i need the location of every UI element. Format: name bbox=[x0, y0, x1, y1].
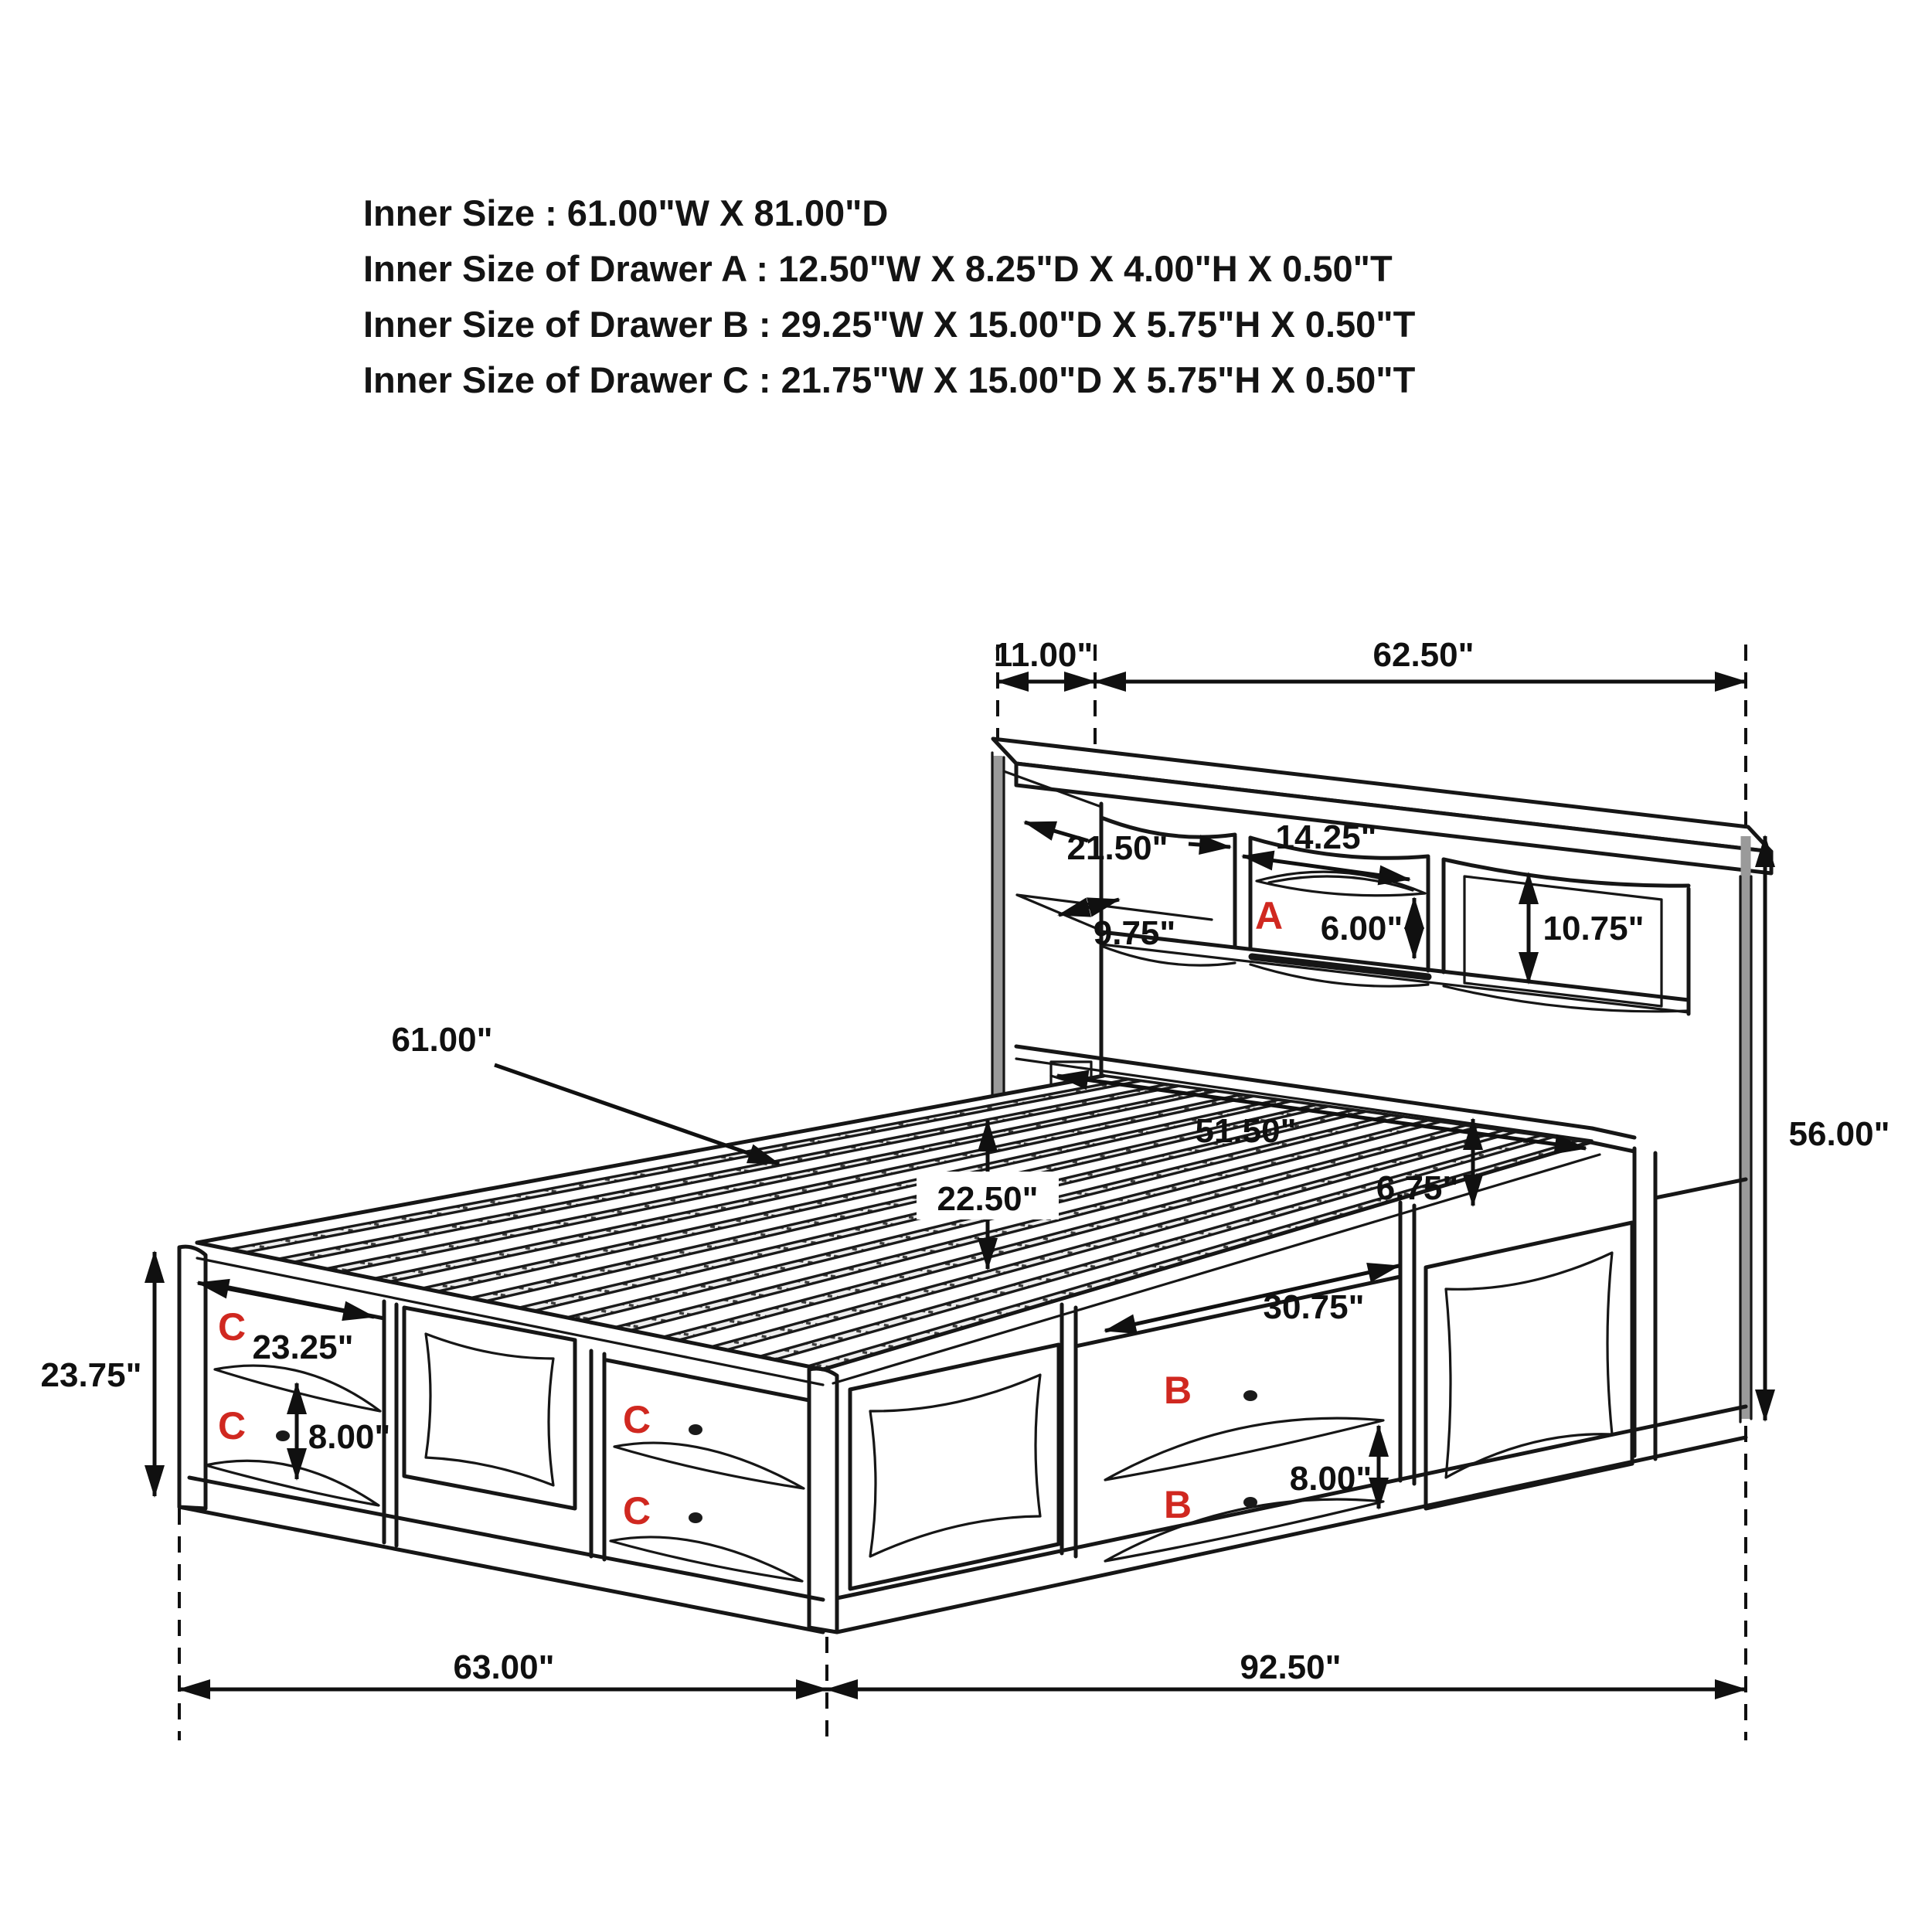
drawer-b-letter-1: B bbox=[1163, 1369, 1192, 1412]
dim-label-drawer-a-width: 14.25" bbox=[1275, 818, 1377, 856]
side-divider-1 bbox=[1062, 1304, 1076, 1556]
spec-line-drawer-a: Inner Size of Drawer A : 12.50"W X 8.25"D X 4.00"H X 0.50"T bbox=[363, 248, 1393, 289]
dim-label-slat-span: 22.50" bbox=[937, 1180, 1039, 1218]
drawer-c-letter-4: C bbox=[622, 1489, 651, 1532]
drawer-a-handle bbox=[1257, 872, 1425, 896]
right-cubby-arch bbox=[1444, 859, 1689, 886]
b-knob-upper bbox=[1243, 1390, 1257, 1401]
leader-inner-width bbox=[495, 1065, 779, 1164]
headboard-cabinet bbox=[1590, 1128, 1746, 1459]
dim-label-right-cubby-height: 10.75" bbox=[1543, 910, 1645, 947]
spec-line-drawer-b: Inner Size of Drawer B : 29.25"W X 15.00"D X 5.75"H X 0.50"T bbox=[363, 304, 1416, 345]
drawing-dimensions bbox=[41, 818, 1890, 1532]
spec-line-drawer-c: Inner Size of Drawer C : 21.75"W X 15.00"D X 5.75"H X 0.50"T bbox=[363, 359, 1416, 400]
c-stack2-handle-lower bbox=[611, 1537, 802, 1581]
dim-label-rail-length: 51.50" bbox=[1195, 1112, 1297, 1150]
b-knob-lower bbox=[1243, 1497, 1257, 1508]
side-kick-top bbox=[837, 1406, 1746, 1598]
c-stack1-knob bbox=[276, 1430, 290, 1441]
drawer-b-letter-2: B bbox=[1163, 1483, 1192, 1526]
c-stack2-top-edge bbox=[607, 1360, 809, 1400]
c-stack2-knob-upper bbox=[689, 1424, 702, 1435]
dim-arrow-left-cubby-b bbox=[1189, 844, 1230, 847]
dim-label-drawer-b-width: 30.75" bbox=[1263, 1288, 1365, 1326]
side-square-panel-1-inner bbox=[870, 1375, 1040, 1556]
foot-divider-2 bbox=[591, 1351, 604, 1560]
b-stack-handle-lower bbox=[1105, 1499, 1383, 1561]
drawer-a-letter: A bbox=[1254, 894, 1284, 937]
dim-label-overall-length: 92.50" bbox=[1240, 1648, 1342, 1686]
dim-label-drawer-b-height: 8.00" bbox=[1289, 1460, 1372, 1498]
dim-label-drawer-c-height: 8.00" bbox=[308, 1418, 391, 1456]
shelf-floor-edge2 bbox=[1101, 944, 1689, 1012]
spec-block bbox=[363, 192, 1416, 400]
foot-square-panel-inner bbox=[426, 1334, 553, 1485]
drawer-c-letter-1: C bbox=[217, 1305, 247, 1349]
dim-label-overall-width: 63.00" bbox=[453, 1648, 555, 1686]
side-divider-2 bbox=[1400, 1202, 1414, 1484]
dim-label-drawer-c-width: 23.25" bbox=[252, 1328, 354, 1366]
dim-label-drawer-a-height: 6.00" bbox=[1320, 910, 1403, 947]
c-stack2-handle-upper bbox=[614, 1443, 804, 1488]
foot-end-panel bbox=[179, 1247, 206, 1509]
side-square-panel-2-inner bbox=[1446, 1253, 1612, 1478]
dim-label-rail-height: 6.75" bbox=[1376, 1169, 1459, 1207]
spec-line-inner-size: Inner Size : 61.00"W X 81.00"D bbox=[363, 192, 889, 233]
c-stack2-knob-lower bbox=[689, 1512, 702, 1523]
dim-label-footboard-height: 23.75" bbox=[40, 1356, 142, 1394]
foot-bottom-edge bbox=[179, 1507, 823, 1632]
dim-label-left-cubby-width: 21.50" bbox=[1066, 829, 1168, 867]
dim-label-inner-width: 61.00" bbox=[391, 1021, 493, 1059]
dim-label-shelf-depth: 9.75" bbox=[1093, 914, 1176, 952]
drawer-c-letter-2: C bbox=[217, 1404, 247, 1447]
dim-label-headboard-depth: 11.00" bbox=[993, 636, 1094, 674]
corner-post bbox=[809, 1369, 837, 1632]
dim-label-headboard-height: 56.00" bbox=[1788, 1115, 1890, 1153]
dim-label-headboard-width: 62.50" bbox=[1372, 636, 1475, 674]
bottom-dimensions bbox=[179, 1426, 1746, 1740]
drawer-c-letter-3: C bbox=[622, 1398, 651, 1441]
